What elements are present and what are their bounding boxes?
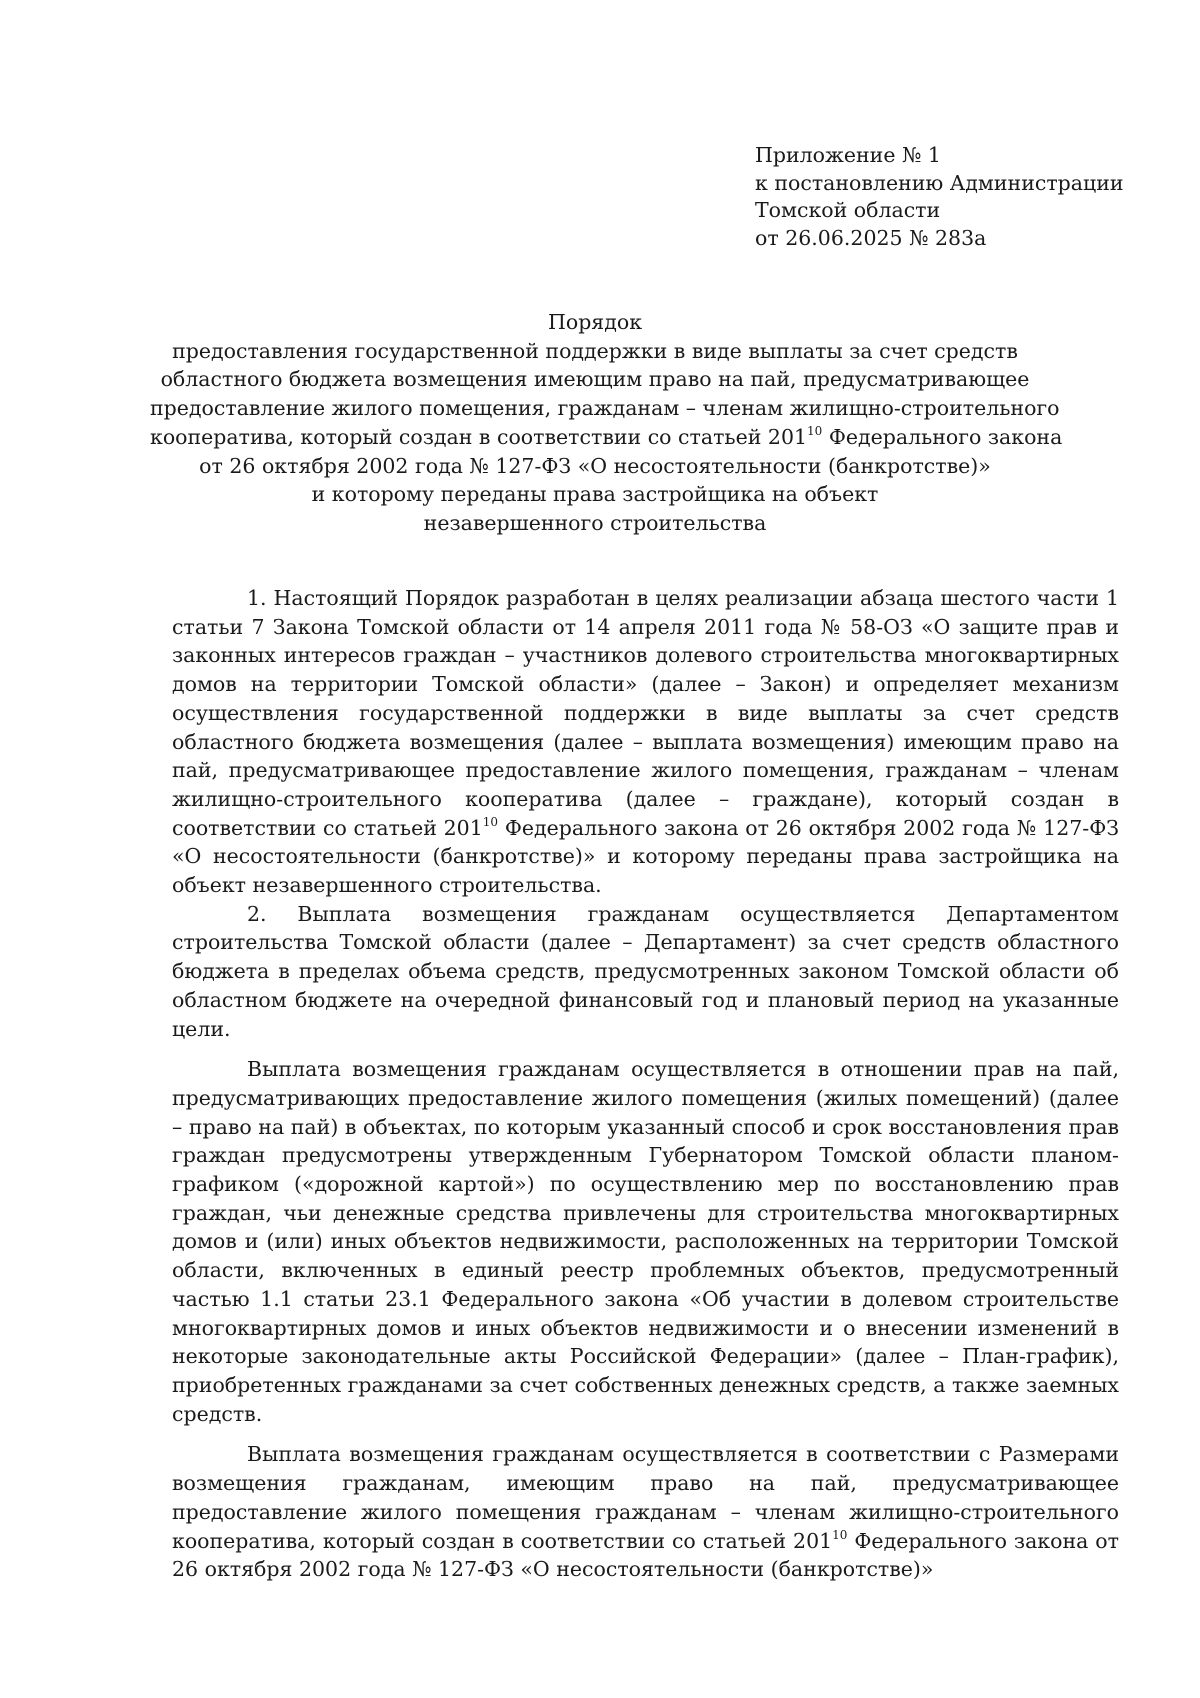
title-text: Федерального закона	[822, 424, 1063, 449]
paragraph-text: Федерального закона от 26 октября 2002 года № 127-ФЗ «О несостоятельности (банкротстве)» и которому переданы права застройщика на объект незавершенного строительства.	[172, 815, 1119, 898]
title-line: областного бюджета возмещения имеющим право на пай, предусматривающее	[160, 367, 1030, 392]
appendix-resolution: к постановлению Администрации	[755, 170, 1124, 195]
title-line: незавершенного строительства	[423, 510, 767, 535]
appendix-header	[755, 142, 1124, 252]
title-line: предоставление жилого помещения, гражданам – членам жилищно-строительного	[150, 396, 1060, 421]
document-body	[172, 584, 1119, 1584]
title-heading: Порядок	[547, 310, 643, 334]
title-line: предоставления государственной поддержки в виде выплаты за счет средств	[172, 338, 1018, 363]
superscript: 10	[807, 423, 823, 438]
title-line	[150, 423, 1063, 452]
paragraph-4	[172, 1440, 1119, 1584]
title-line: от 26 октября 2002 года № 127-ФЗ «О несостоятельности (банкротстве)»	[199, 453, 991, 478]
title-line: и которому переданы права застройщика на объект	[311, 482, 879, 507]
paragraph-1	[172, 584, 1119, 900]
appendix-number: Приложение № 1	[755, 143, 941, 167]
superscript: 10	[482, 814, 499, 829]
paragraph-text: Выплата возмещения гражданам осуществляется в соответствии с Размерами возмещения гражданам, имеющим право на пай, предусматривающее предоставление жилого помещения гражданам – членам жилищно-строительного кооператива, который создан в соответствии со статьей 201	[172, 1442, 1119, 1553]
title-text: кооператива, который создан в соответствии со статьей 201	[150, 424, 808, 449]
superscript: 10	[832, 1527, 848, 1542]
paragraph-2: 2. Выплата возмещения гражданам осуществляется Департаментом строительства Томской области (далее – Департамент) за счет средств областного бюджета в пределах объема средств, предусмотренных законом Томской области об областном бюджете на очередной финансовый год и плановый период на указанные цели.	[172, 901, 1119, 1041]
paragraph-text: Федерального закона от 26 октября 2002 года № 127-ФЗ «О несостоятельности (банкротстве)»	[172, 1528, 1119, 1582]
document-title	[150, 308, 1063, 538]
appendix-date: от 26.06.2025 № 283а	[755, 225, 987, 250]
paragraph-3: Выплата возмещения гражданам осуществляется в отношении прав на пай, предусматривающих предоставление жилого помещения (жилых помещений) (далее – право на пай) в объектах, по которым указанный способ и срок восстановления прав граждан предусмотрены утвержденным Губернатором Томской области планом-графиком («дорожной картой») по осуществлению мер по восстановлению прав граждан, чьи денежные средства привлечены для строительства многоквартирных домов и (или) иных объектов недвижимости, расположенных на территории Томской области, включенных в единый реестр проблемных объектов, предусмотренный частью 1.1 статьи 23.1 Федерального закона «Об участии в долевом строительстве многоквартирных домов и иных объектов недвижимости и о внесении изменений в некоторые законодательные акты Российской Федерации» (далее – План-график), приобретенных гражданами за счет собственных денежных средств, а также заемных средств.	[172, 1057, 1119, 1426]
paragraph-text: 1. Настоящий Порядок разработан в целях реализации абзаца шестого части 1 статьи 7 Закона Томской области от 14 апреля 2011 года № 58-ОЗ «О защите прав и законных интересов граждан – участников долевого строительства многоквартирных домов на территории Томской области» (далее – Закон) и определяет механизм осуществления государственной поддержки в виде выплаты за счет средств областного бюджета возмещения (далее – выплата возмещения) имеющим право на пай, предусматривающее предоставление жилого помещения, гражданам – членам жилищно-строительного кооператива (далее – граждане), который создан в соответствии со статьей 201	[172, 586, 1119, 840]
appendix-region: Томской области	[755, 198, 941, 222]
